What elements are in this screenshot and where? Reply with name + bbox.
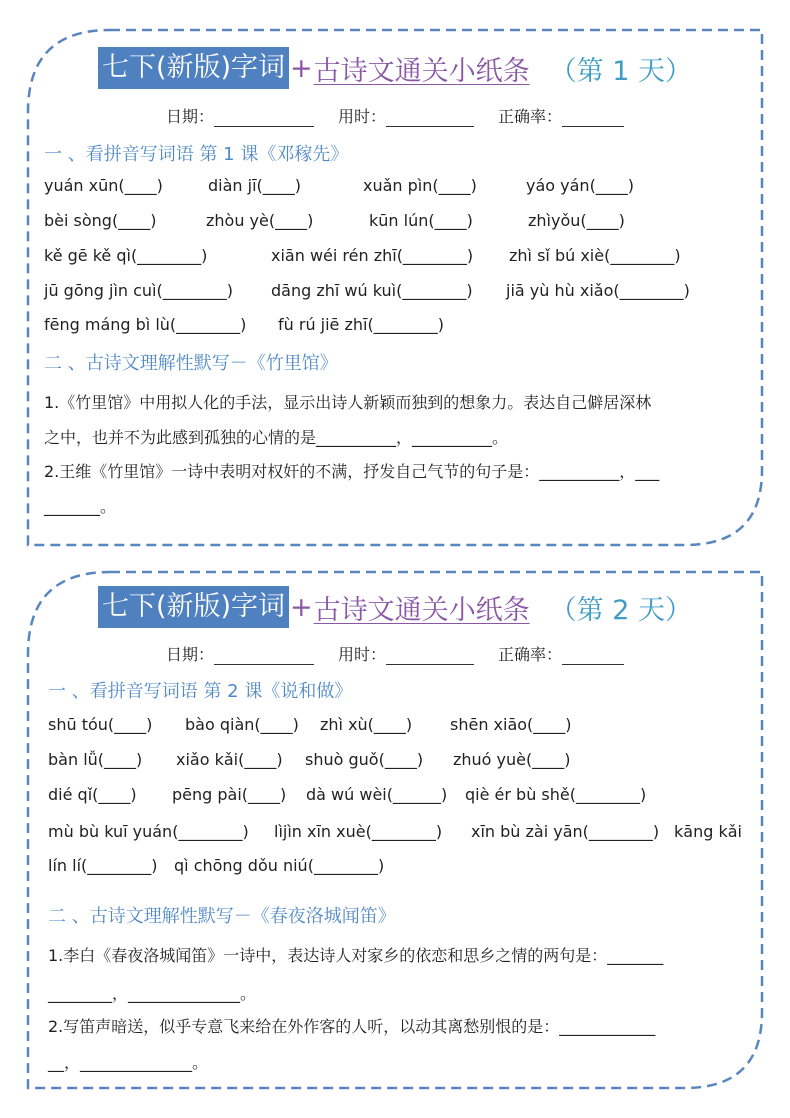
pinyin-item[interactable]: jū gōng jìn cuì(________) <box>44 281 233 300</box>
section-pinyin-title: 一 、看拼音写词语 第 2 课《说和做》 <box>48 681 353 702</box>
pinyin-item[interactable]: jiā yù hù xiǎo(________) <box>506 281 690 300</box>
pinyin-item[interactable]: lín lí(________) <box>48 856 158 875</box>
title-plus: + <box>290 591 313 623</box>
rate-label: 正确率： <box>498 107 563 126</box>
question-line[interactable]: 2.王维《竹里馆》一诗中表明对权奸的不满，抒发自己气节的句子是：__________，___ <box>44 462 660 481</box>
pinyin-item[interactable]: xīn bù zài yān(________) <box>471 822 660 841</box>
question-line: 1.《竹里馆》中用拟人化的手法，显示出诗人新颖而独到的想象力。表达自己僻居深林 <box>44 393 652 412</box>
pinyin-item[interactable]: xuǎn pìn(____) <box>363 176 477 195</box>
question-line[interactable]: _______。 <box>44 497 117 516</box>
card-day-2 <box>0 560 790 1118</box>
rate-field <box>498 104 624 127</box>
rate-blank[interactable] <box>562 111 624 127</box>
question-line[interactable]: 之中，也并不为此感到孤独的心情的是__________，__________。 <box>44 428 509 447</box>
pinyin-item[interactable]: kūn lún(____) <box>369 211 473 230</box>
pinyin-item[interactable]: pēng pài(____) <box>172 785 287 804</box>
date-label: 日期： <box>165 107 214 126</box>
pinyin-item[interactable]: shū tóu(____) <box>48 715 153 734</box>
title-day: （第 1 天） <box>549 55 693 87</box>
pinyin-item[interactable]: dà wú wèi(______) <box>306 785 448 804</box>
rate-field <box>498 642 624 665</box>
title-plus: + <box>290 52 313 84</box>
pinyin-item[interactable]: bèi sòng(____) <box>44 211 157 230</box>
time-label: 用时： <box>337 645 386 664</box>
pinyin-item[interactable]: lìjìn xīn xuè(________) <box>274 822 443 841</box>
question-line[interactable]: 2.写笛声暗送，似乎专意飞来给在外作客的人听，以动其离愁别恨的是：____________ <box>48 1017 656 1036</box>
pinyin-item[interactable]: xiān wéi rén zhī(________) <box>271 246 474 265</box>
pinyin-item[interactable]: fēng máng bì lù(________) <box>44 315 247 334</box>
pinyin-item[interactable]: shēn xiāo(____) <box>450 715 572 734</box>
question-line[interactable]: __，______________。 <box>48 1053 209 1072</box>
time-field <box>338 642 474 665</box>
title-row <box>0 47 790 89</box>
title-box: 七下(新版)字词 <box>98 47 289 89</box>
date-blank[interactable] <box>214 649 314 665</box>
pinyin-item[interactable]: kāng kǎi <box>674 822 742 841</box>
pinyin-item[interactable]: dāng zhī wú kuì(________) <box>271 281 473 300</box>
pinyin-item[interactable]: shuò guǒ(____) <box>305 750 424 769</box>
question-line[interactable]: ________，______________。 <box>48 984 257 1003</box>
time-field <box>338 104 474 127</box>
pinyin-item[interactable]: zhì sǐ bú xiè(________) <box>509 246 681 265</box>
section-poem-title: 二 、古诗文理解性默写－《春夜洛城闻笛》 <box>48 906 396 927</box>
pinyin-item[interactable]: dié qǐ(____) <box>48 785 137 804</box>
pinyin-item[interactable]: zhuó yuè(____) <box>453 750 571 769</box>
pinyin-item[interactable]: diàn jī(____) <box>208 176 302 195</box>
pinyin-item[interactable]: zhì xù(____) <box>320 715 413 734</box>
title-main: 古诗文通关小纸条 <box>313 594 530 626</box>
pinyin-item[interactable]: yuán xūn(____) <box>44 176 163 195</box>
section-poem-title: 二 、古诗文理解性默写－《竹里馆》 <box>44 353 338 374</box>
pinyin-item[interactable]: mù bù kuī yuán(________) <box>48 822 249 841</box>
pinyin-item[interactable]: zhòu yè(____) <box>206 211 314 230</box>
date-field <box>166 104 314 127</box>
title-main: 古诗文通关小纸条 <box>313 55 530 87</box>
rate-label: 正确率： <box>498 645 563 664</box>
rate-blank[interactable] <box>562 649 624 665</box>
pinyin-item[interactable]: xiǎo kǎi(____) <box>176 750 283 769</box>
pinyin-item[interactable]: bàn lǚ(____) <box>48 750 143 769</box>
pinyin-item[interactable]: bào qiàn(____) <box>185 715 299 734</box>
title-day: （第 2 天） <box>549 594 693 626</box>
pinyin-item[interactable]: kě gē kě qì(________) <box>44 246 208 265</box>
title-box: 七下(新版)字词 <box>98 586 289 628</box>
question-line[interactable]: 1.李白《春夜洛城闻笛》一诗中，表达诗人对家乡的依恋和思乡之情的两句是：_______ <box>48 946 664 965</box>
title-row <box>0 586 790 628</box>
info-row <box>0 104 790 127</box>
date-field <box>166 642 314 665</box>
pinyin-item[interactable]: fù rú jiē zhī(________) <box>278 315 444 334</box>
pinyin-item[interactable]: zhìyǒu(____) <box>528 211 625 230</box>
pinyin-item[interactable]: yáo yán(____) <box>526 176 635 195</box>
info-row <box>0 642 790 665</box>
section-pinyin-title: 一 、看拼音写词语 第 1 课《邓稼先》 <box>44 144 349 165</box>
pinyin-item[interactable]: qiè ér bù shě(________) <box>465 785 647 804</box>
date-label: 日期： <box>165 645 214 664</box>
time-blank[interactable] <box>386 111 474 127</box>
time-blank[interactable] <box>386 649 474 665</box>
pinyin-item[interactable]: qì chōng dǒu niú(________) <box>174 856 385 875</box>
time-label: 用时： <box>337 107 386 126</box>
date-blank[interactable] <box>214 111 314 127</box>
